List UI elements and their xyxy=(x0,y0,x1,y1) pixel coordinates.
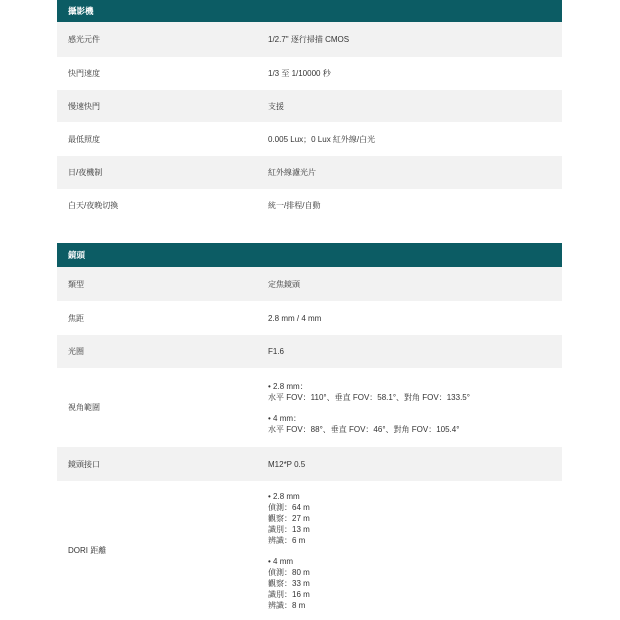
dori-heading: • 2.8 mm xyxy=(268,491,300,501)
spec-label: 類型 xyxy=(68,279,84,289)
dori-line: 觀察：27 m xyxy=(268,513,310,523)
spec-label: 焦距 xyxy=(68,313,84,323)
spec-value: F1.6 xyxy=(268,347,285,356)
dori-line: 觀察：33 m xyxy=(268,578,310,588)
spec-value: 紅外線濾光片 xyxy=(268,168,316,177)
spec-row-day-night-switch xyxy=(57,189,562,222)
section-header-lens xyxy=(57,243,562,267)
section-title: 鏡頭 xyxy=(68,250,86,260)
section-camera xyxy=(57,0,562,222)
section-title: 攝影機 xyxy=(68,6,94,16)
spec-label: 日/夜機制 xyxy=(68,168,103,177)
spec-label: 快門速度 xyxy=(68,69,100,78)
spec-label: 最低照度 xyxy=(68,134,100,144)
dori-line: 偵測：80 m xyxy=(268,567,310,577)
spec-label: 白天/夜晚切換 xyxy=(68,201,119,210)
spec-row-slow-shutter xyxy=(57,90,562,122)
spec-label: DORI 距離 xyxy=(68,546,107,555)
spec-row-shutter-speed xyxy=(57,57,562,90)
spec-value: 定焦鏡頭 xyxy=(268,279,300,289)
dori-group xyxy=(268,491,562,546)
fov-group xyxy=(268,381,562,403)
spec-value: M12*P 0.5 xyxy=(268,459,306,469)
spec-label: 視角範圍 xyxy=(68,403,100,412)
spec-label: 鏡頭接口 xyxy=(68,459,100,469)
spec-value: 1/2.7" 逐行掃描 CMOS xyxy=(268,35,350,44)
spec-value: 支援 xyxy=(268,101,284,111)
section-header-camera xyxy=(57,0,562,22)
fov-line: 水平 FOV：110°、垂直 FOV：58.1°、對角 FOV：133.5° xyxy=(268,392,470,402)
spec-value xyxy=(255,381,562,435)
fov-group xyxy=(268,413,562,435)
spec-value xyxy=(255,491,562,611)
spec-value: 1/3 至 1/10000 秒 xyxy=(268,69,331,78)
spec-row-lens-mount xyxy=(57,447,562,481)
spec-row-focal-length xyxy=(57,301,562,335)
dori-line: 辨識：6 m xyxy=(268,535,306,545)
fov-heading: • 4 mm： xyxy=(268,413,302,423)
dori-line: 辨識：8 m xyxy=(268,600,306,610)
dori-line: 識別：16 m xyxy=(268,589,310,599)
dori-heading: • 4 mm xyxy=(268,556,294,566)
spec-row-lens-type xyxy=(57,267,562,301)
dori-line: 偵測：64 m xyxy=(268,502,310,512)
spec-row-sensor xyxy=(57,22,562,57)
spec-row-day-night xyxy=(57,156,562,189)
spec-row-min-illumination xyxy=(57,122,562,156)
fov-heading: • 2.8 mm： xyxy=(268,381,308,391)
spec-table xyxy=(57,0,562,620)
dori-line: 識別：13 m xyxy=(268,524,310,534)
spec-value: 統一/排程/自動 xyxy=(268,201,321,210)
spec-row-field-of-view xyxy=(57,368,562,447)
spec-label: 光圈 xyxy=(68,347,84,356)
dori-group xyxy=(268,556,562,611)
section-lens xyxy=(57,243,562,620)
spec-value: 2.8 mm / 4 mm xyxy=(268,313,322,323)
spec-value: 0.005 Lux；0 Lux 紅外線/白光 xyxy=(268,134,376,144)
spec-label: 慢速快門 xyxy=(68,101,100,111)
fov-line: 水平 FOV：88°、垂直 FOV：46°、對角 FOV：105.4° xyxy=(268,424,460,434)
spec-row-dori-distance xyxy=(57,481,562,620)
spec-row-aperture xyxy=(57,335,562,368)
spec-label: 感光元件 xyxy=(68,35,100,44)
